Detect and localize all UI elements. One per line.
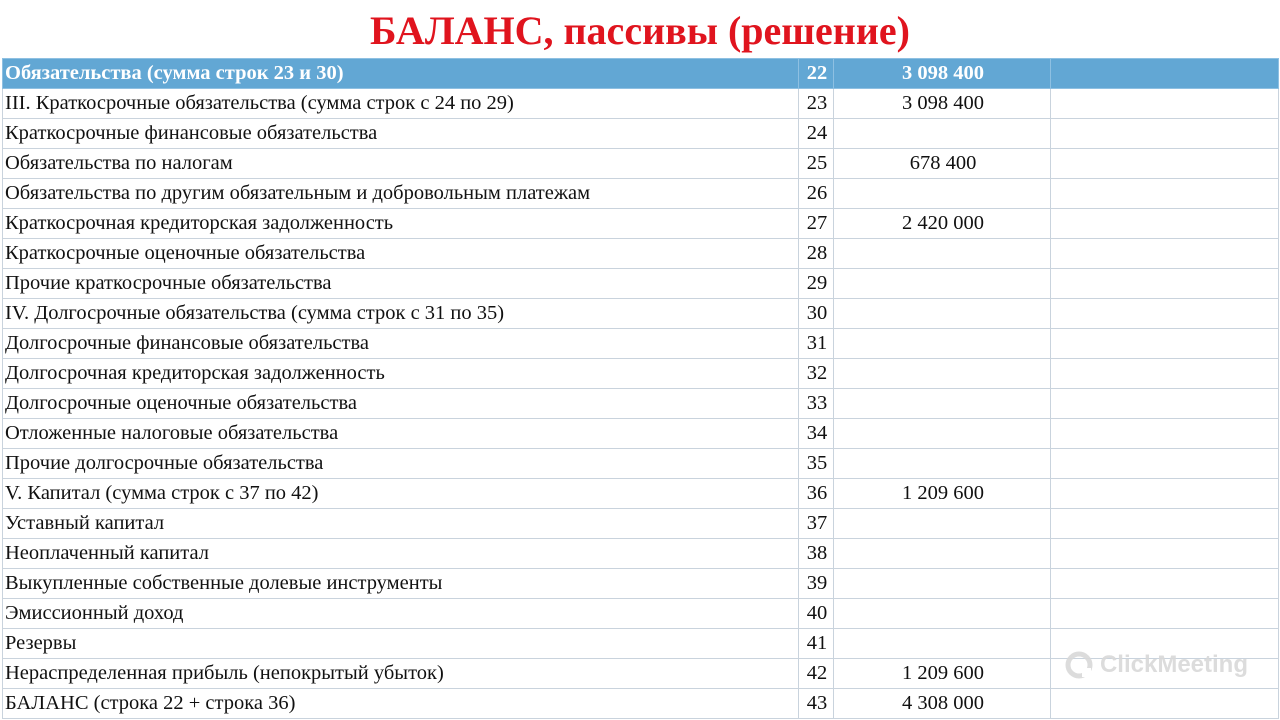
table-row (3, 59, 1279, 89)
table-row (3, 239, 1279, 269)
row-extra (1051, 509, 1279, 539)
row-value (834, 419, 1051, 449)
table-row (3, 509, 1279, 539)
table-row (3, 419, 1279, 449)
row-label: Неоплаченный капитал (3, 539, 799, 569)
row-label: Краткосрочные финансовые обязательства (3, 119, 799, 149)
row-code: 43 (799, 689, 834, 719)
row-label: Обязательства по другим обязательным и добровольным платежам (3, 179, 799, 209)
watermark (1064, 650, 1248, 680)
table-row (3, 299, 1279, 329)
row-code: 26 (799, 179, 834, 209)
row-extra (1051, 329, 1279, 359)
row-code: 34 (799, 419, 834, 449)
row-extra (1051, 419, 1279, 449)
row-label: III. Краткосрочные обязательства (сумма строк с 24 по 29) (3, 89, 799, 119)
row-extra (1051, 479, 1279, 509)
row-label: Выкупленные собственные долевые инструменты (3, 569, 799, 599)
row-value: 2 420 000 (834, 209, 1051, 239)
row-extra (1051, 539, 1279, 569)
table-row (3, 479, 1279, 509)
row-value: 1 209 600 (834, 479, 1051, 509)
row-label: Краткосрочная кредиторская задолженность (3, 209, 799, 239)
table-row (3, 599, 1279, 629)
row-value (834, 119, 1051, 149)
row-label: Отложенные налоговые обязательства (3, 419, 799, 449)
row-extra (1051, 359, 1279, 389)
row-value: 3 098 400 (834, 89, 1051, 119)
row-value (834, 329, 1051, 359)
table-row (3, 149, 1279, 179)
row-label: БАЛАНС (строка 22 + строка 36) (3, 689, 799, 719)
row-extra (1051, 239, 1279, 269)
table-row (3, 269, 1279, 299)
row-code: 42 (799, 659, 834, 689)
row-extra (1051, 119, 1279, 149)
row-code: 39 (799, 569, 834, 599)
table-row (3, 449, 1279, 479)
row-code: 38 (799, 539, 834, 569)
row-code: 31 (799, 329, 834, 359)
row-value (834, 629, 1051, 659)
row-value (834, 509, 1051, 539)
row-value (834, 389, 1051, 419)
row-code: 36 (799, 479, 834, 509)
row-value (834, 449, 1051, 479)
table-row (3, 119, 1279, 149)
row-extra (1051, 59, 1279, 89)
row-value (834, 299, 1051, 329)
page-title: БАЛАНС, пассивы (решение) (370, 8, 910, 53)
row-value: 4 308 000 (834, 689, 1051, 719)
row-extra (1051, 299, 1279, 329)
row-extra (1051, 269, 1279, 299)
table-row (3, 539, 1279, 569)
table-row (3, 329, 1279, 359)
row-code: 25 (799, 149, 834, 179)
row-extra (1051, 389, 1279, 419)
row-extra (1051, 449, 1279, 479)
balance-table (2, 58, 1279, 719)
row-code: 24 (799, 119, 834, 149)
row-code: 33 (799, 389, 834, 419)
table-row (3, 89, 1279, 119)
row-code: 30 (799, 299, 834, 329)
table-row (3, 179, 1279, 209)
row-code: 23 (799, 89, 834, 119)
row-code: 27 (799, 209, 834, 239)
row-value (834, 179, 1051, 209)
row-label: Прочие долгосрочные обязательства (3, 449, 799, 479)
table-row (3, 359, 1279, 389)
row-label: Эмиссионный доход (3, 599, 799, 629)
row-extra (1051, 599, 1279, 629)
row-extra (1051, 569, 1279, 599)
row-code: 32 (799, 359, 834, 389)
row-label: Нераспределенная прибыль (непокрытый убыток) (3, 659, 799, 689)
row-value: 678 400 (834, 149, 1051, 179)
row-extra (1051, 89, 1279, 119)
row-label: Долгосрочные финансовые обязательства (3, 329, 799, 359)
row-code: 35 (799, 449, 834, 479)
table-row (3, 389, 1279, 419)
row-label: Резервы (3, 629, 799, 659)
row-label: Обязательства (сумма строк 23 и 30) (3, 59, 799, 89)
watermark-text: ClickMeeting (1099, 651, 1248, 678)
row-value: 1 209 600 (834, 659, 1051, 689)
row-label: V. Капитал (сумма строк с 37 по 42) (3, 479, 799, 509)
table-row (3, 209, 1279, 239)
row-code: 29 (799, 269, 834, 299)
row-value (834, 599, 1051, 629)
row-extra (1051, 689, 1279, 719)
row-value (834, 239, 1051, 269)
row-extra (1051, 149, 1279, 179)
clickmeeting-logo-icon (1064, 650, 1094, 680)
row-value: 3 098 400 (834, 59, 1051, 89)
row-value (834, 569, 1051, 599)
row-value (834, 269, 1051, 299)
row-label: Долгосрочные оценочные обязательства (3, 389, 799, 419)
row-extra (1051, 209, 1279, 239)
row-extra (1051, 179, 1279, 209)
row-label: Уставный капитал (3, 509, 799, 539)
row-value (834, 539, 1051, 569)
row-label: Долгосрочная кредиторская задолженность (3, 359, 799, 389)
table-row (3, 689, 1279, 719)
row-code: 37 (799, 509, 834, 539)
row-label: IV. Долгосрочные обязательства (сумма строк с 31 по 35) (3, 299, 799, 329)
row-code: 41 (799, 629, 834, 659)
table-row (3, 569, 1279, 599)
row-label: Обязательства по налогам (3, 149, 799, 179)
row-code: 40 (799, 599, 834, 629)
row-value (834, 359, 1051, 389)
row-label: Прочие краткосрочные обязательства (3, 269, 799, 299)
row-code: 28 (799, 239, 834, 269)
row-label: Краткосрочные оценочные обязательства (3, 239, 799, 269)
row-code: 22 (799, 59, 834, 89)
